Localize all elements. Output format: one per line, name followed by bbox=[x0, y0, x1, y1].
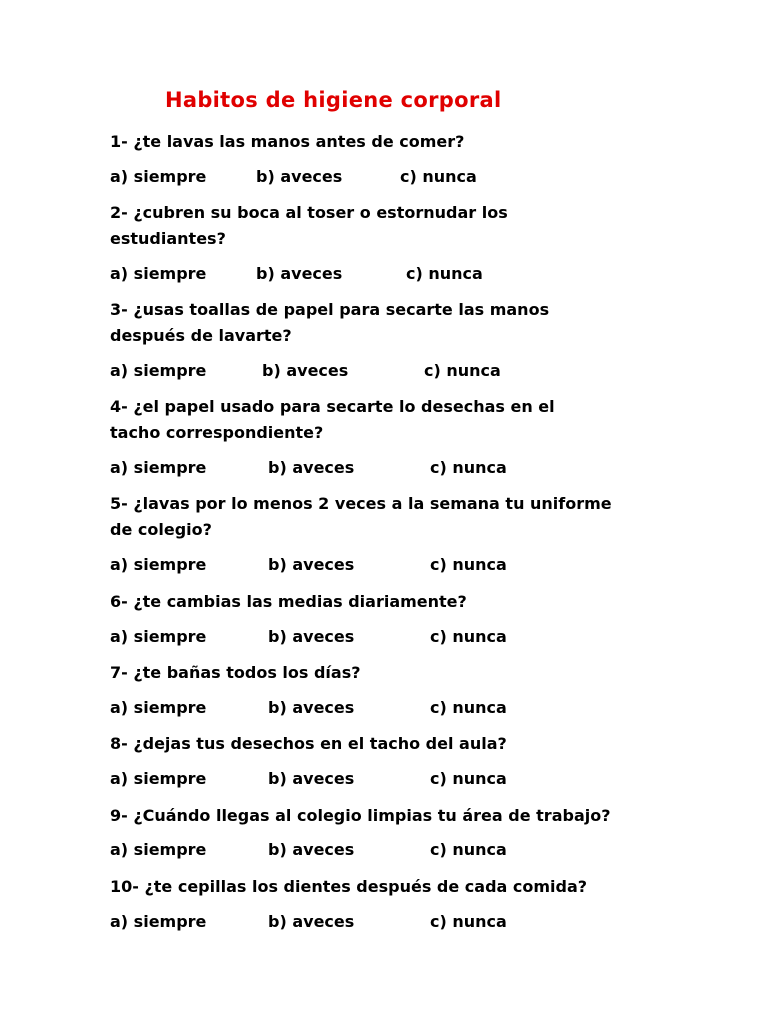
question-10 bbox=[110, 874, 670, 900]
option-a: a) siempre bbox=[110, 555, 207, 574]
question-4 bbox=[110, 394, 670, 446]
option-c: c) nunca bbox=[430, 769, 507, 788]
option-b: b) aveces bbox=[256, 167, 343, 186]
document-title: Habitos de higiene corporal bbox=[165, 88, 502, 112]
option-c: c) nunca bbox=[430, 555, 507, 574]
option-c: c) nunca bbox=[424, 361, 501, 380]
question-line: estudiantes? bbox=[110, 229, 226, 248]
option-b: b) aveces bbox=[256, 264, 343, 283]
question-line: 9- ¿Cuándo llegas al colegio limpias tu área de trabajo? bbox=[110, 806, 611, 825]
option-a: a) siempre bbox=[110, 264, 207, 283]
option-a: a) siempre bbox=[110, 840, 207, 859]
question-2 bbox=[110, 200, 670, 252]
option-a: a) siempre bbox=[110, 698, 207, 717]
option-b: b) aveces bbox=[268, 769, 355, 788]
option-c: c) nunca bbox=[430, 627, 507, 646]
option-a: a) siempre bbox=[110, 361, 207, 380]
question-line: 5- ¿lavas por lo menos 2 veces a la semana tu uniforme bbox=[110, 494, 612, 513]
question-8 bbox=[110, 731, 670, 757]
question-line: 7- ¿te bañas todos los días? bbox=[110, 663, 361, 682]
question-6 bbox=[110, 589, 670, 615]
question-line: 3- ¿usas toallas de papel para secarte las manos bbox=[110, 300, 550, 319]
option-a: a) siempre bbox=[110, 167, 207, 186]
option-c: c) nunca bbox=[400, 167, 477, 186]
option-b: b) aveces bbox=[262, 361, 349, 380]
option-a: a) siempre bbox=[110, 769, 207, 788]
option-a: a) siempre bbox=[110, 627, 207, 646]
option-b: b) aveces bbox=[268, 458, 355, 477]
question-line: 6- ¿te cambias las medias diariamente? bbox=[110, 592, 467, 611]
option-b: b) aveces bbox=[268, 698, 355, 717]
question-5 bbox=[110, 491, 670, 543]
question-1 bbox=[110, 129, 670, 155]
option-b: b) aveces bbox=[268, 840, 355, 859]
question-9 bbox=[110, 803, 670, 829]
option-c: c) nunca bbox=[430, 912, 507, 931]
question-line: 8- ¿dejas tus desechos en el tacho del aula? bbox=[110, 734, 507, 753]
question-3 bbox=[110, 297, 670, 349]
question-line: después de lavarte? bbox=[110, 326, 292, 345]
question-line: de colegio? bbox=[110, 520, 212, 539]
question-line: 10- ¿te cepillas los dientes después de cada comida? bbox=[110, 877, 588, 896]
option-a: a) siempre bbox=[110, 458, 207, 477]
option-c: c) nunca bbox=[430, 698, 507, 717]
option-c: c) nunca bbox=[430, 840, 507, 859]
question-line: 2- ¿cubren su boca al toser o estornudar los bbox=[110, 203, 508, 222]
option-c: c) nunca bbox=[430, 458, 507, 477]
option-b: b) aveces bbox=[268, 912, 355, 931]
question-line: 1- ¿te lavas las manos antes de comer? bbox=[110, 132, 465, 151]
option-c: c) nunca bbox=[406, 264, 483, 283]
option-b: b) aveces bbox=[268, 555, 355, 574]
question-line: tacho correspondiente? bbox=[110, 423, 324, 442]
option-b: b) aveces bbox=[268, 627, 355, 646]
question-7 bbox=[110, 660, 670, 686]
question-line: 4- ¿el papel usado para secarte lo desechas en el bbox=[110, 397, 555, 416]
option-a: a) siempre bbox=[110, 912, 207, 931]
